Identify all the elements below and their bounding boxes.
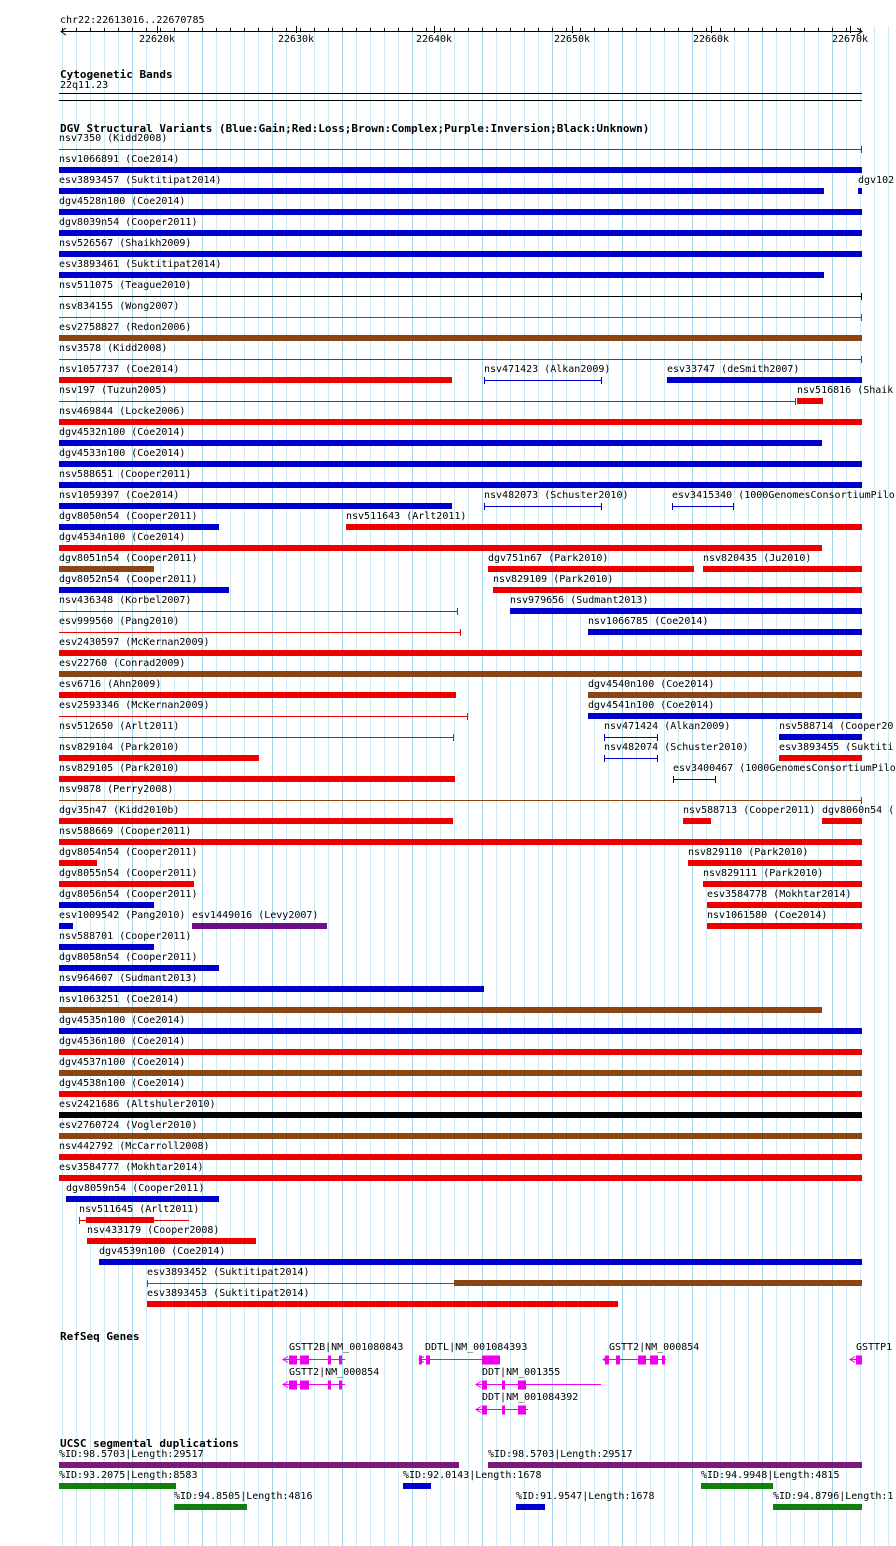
dgv-variant-label[interactable]: esv6716 (Ahn2009) <box>59 679 162 690</box>
dgv-variant-label[interactable]: nsv433179 (Cooper2008) <box>87 1225 220 1236</box>
segdup-bar <box>403 1483 431 1489</box>
dgv-variant-label[interactable]: dgv4534n100 (Coe2014) <box>59 532 186 543</box>
dgv-variant-bar <box>147 1301 618 1307</box>
refseq-exon <box>300 1381 309 1390</box>
dgv-variant-label[interactable]: dgv4535n100 (Coe2014) <box>59 1015 186 1026</box>
dgv-variant-label[interactable]: nsv436348 (Korbel2007) <box>59 595 192 606</box>
dgv-variant-bar <box>59 1007 822 1013</box>
dgv-variant-label[interactable]: esv2421686 (Altshuler2010) <box>59 1099 216 1110</box>
dgv-variant-label[interactable]: esv2758827 (Redon2006) <box>59 322 192 333</box>
refseq-exon <box>616 1356 620 1365</box>
dgv-variant-label[interactable]: nsv829111 (Park2010) <box>703 868 824 879</box>
dgv-variant-label[interactable]: dgv4540n100 (Coe2014) <box>588 679 715 690</box>
dgv-variant-bar <box>59 1133 862 1139</box>
segdup-bar <box>488 1462 862 1468</box>
dgv-variant-bar <box>59 923 73 929</box>
dgv-variant-bar <box>588 629 862 635</box>
dgv-variant-bar <box>86 1217 154 1223</box>
segdup-bar <box>773 1504 862 1510</box>
dgv-variant-bar <box>59 1070 862 1076</box>
dgv-variant-bar <box>59 566 154 572</box>
refseq-exon <box>662 1356 665 1365</box>
dgv-variant-bar <box>779 734 862 740</box>
refseq-exon <box>650 1356 658 1365</box>
segdup-label[interactable]: %ID:94.8796|Length:1 <box>773 1491 894 1502</box>
dgv-variant-label[interactable]: nsv511643 (Arlt2011) <box>346 511 467 522</box>
segdup-label[interactable]: %ID:98.5703|Length:29517 <box>59 1449 204 1460</box>
dgv-variant-label[interactable]: nsv3578 (Kidd2008) <box>59 343 168 354</box>
dgv-variant-bar <box>488 566 694 572</box>
dgv-variant-label[interactable]: dgv8055n54 (Cooper2011) <box>59 868 198 879</box>
dgv-variant-label[interactable]: esv3893457 (Suktitipat2014) <box>59 175 222 186</box>
refseq-exon <box>482 1406 487 1415</box>
dgv-variant-bar <box>59 587 229 593</box>
dgv-variant-label[interactable]: nsv964607 (Sudmant2013) <box>59 973 198 984</box>
dgv-variant-label[interactable]: esv2593346 (McKernan2009) <box>59 700 210 711</box>
dgv-variant-bar <box>59 1175 862 1181</box>
dgv-variant-label[interactable]: nsv442792 (McCarroll2008) <box>59 1141 210 1152</box>
refseq-exon <box>638 1356 646 1365</box>
dgv-variant-label[interactable]: dgv8051n54 (Cooper2011) <box>59 553 198 564</box>
dgv-variant-bar <box>858 188 862 194</box>
cytoband-label: 22q11.23 <box>60 80 109 91</box>
dgv-variant-label[interactable]: nsv511075 (Teague2010) <box>59 280 192 291</box>
dgv-variant-label[interactable]: dgv8060n54 ( <box>822 805 895 816</box>
refseq-exon <box>300 1356 309 1365</box>
dgv-variant-label[interactable]: nsv1063251 (Coe2014) <box>59 994 180 1005</box>
dgv-variant-label[interactable]: nsv471423 (Alkan2009) <box>484 364 611 375</box>
refseq-gene-label[interactable]: GSTT2B|NM_001080843 <box>289 1342 404 1353</box>
segdup-bar <box>516 1504 545 1510</box>
refseq-exon <box>328 1356 331 1365</box>
dgv-variant-bar <box>59 209 862 215</box>
dgv-variant-bar <box>703 881 862 887</box>
dgv-variant-label[interactable]: esv33747 (deSmith2007) <box>667 364 800 375</box>
dgv-variant-label[interactable]: dgv8059n54 (Cooper2011) <box>66 1183 205 1194</box>
ruler-tick-label: 22670k <box>831 34 869 45</box>
dgv-variant-label[interactable]: nsv588713 (Cooper2011) <box>683 805 816 816</box>
dgv-variant-bar <box>59 965 219 971</box>
dgv-variant-label[interactable]: dgv35n47 (Kidd2010b) <box>59 805 180 816</box>
dgv-variant-bar <box>99 1259 862 1265</box>
segdup-label[interactable]: %ID:91.9547|Length:1678 <box>516 1491 655 1502</box>
dgv-variant-bar <box>192 923 327 929</box>
refseq-exon <box>339 1381 342 1390</box>
dgv-variant-label[interactable]: dgv8054n54 (Cooper2011) <box>59 847 198 858</box>
dgv-variant-label[interactable]: nsv834155 (Wong2007) <box>59 301 180 312</box>
dgv-variant-bar <box>703 566 862 572</box>
dgv-variant-bar <box>59 503 452 509</box>
dgv-variant-bar <box>59 167 862 173</box>
dgv-variant-label[interactable]: nsv1057737 (Coe2014) <box>59 364 180 375</box>
region-label: chr22:22613016..22670785 <box>60 15 205 26</box>
dgv-variant-label[interactable]: nsv588714 (Cooper20 <box>779 721 894 732</box>
dgv-variant-label[interactable]: nsv471424 (Alkan2009) <box>604 721 731 732</box>
dgv-variant-bar <box>59 335 862 341</box>
dgv-variant-label[interactable]: nsv1066785 (Coe2014) <box>588 616 709 627</box>
dgv-variant-label[interactable]: nsv1066891 (Coe2014) <box>59 154 180 165</box>
refseq-exon <box>419 1356 422 1365</box>
segdup-bar <box>701 1483 773 1489</box>
dgv-variant-bar <box>588 692 862 698</box>
dgv-variant-bar <box>707 902 862 908</box>
ruler-tick-label: 22620k <box>138 34 176 45</box>
segdup-label[interactable]: %ID:93.2075|Length:8583 <box>59 1470 198 1481</box>
refseq-exon <box>502 1381 505 1390</box>
ruler-tick-label: 22660k <box>692 34 730 45</box>
dgv-variant-label[interactable]: dgv102 <box>858 175 895 186</box>
dgv-variant-label[interactable]: esv3400467 (1000GenomesConsortiumPilo <box>673 763 896 774</box>
dgv-variant-bar <box>59 377 452 383</box>
dgv-variant-bar <box>588 713 862 719</box>
dgv-variant-bar <box>59 1028 862 1034</box>
dgv-variant-label[interactable]: dgv8050n54 (Cooper2011) <box>59 511 198 522</box>
segdup-label[interactable]: %ID:92.0143|Length:1678 <box>403 1470 542 1481</box>
refseq-gene-label[interactable]: GSTTP1 <box>856 1342 893 1353</box>
refseq-exon <box>328 1381 331 1390</box>
refseq-gene-label[interactable]: GSTT2|NM_000854 <box>609 1342 700 1353</box>
dgv-variant-label[interactable]: nsv512650 (Arlt2011) <box>59 721 180 732</box>
dgv-variant-bar <box>346 524 862 530</box>
dgv-variant-label[interactable]: dgv4538n100 (Coe2014) <box>59 1078 186 1089</box>
dgv-variant-bar <box>59 755 259 761</box>
dgv-variant-bar <box>59 482 862 488</box>
refseq-exon <box>482 1356 500 1365</box>
refseq-exon <box>856 1356 862 1365</box>
segdup-label[interactable]: %ID:94.8505|Length:4816 <box>174 1491 313 1502</box>
dgv-variant-bar <box>797 398 823 404</box>
dgv-variant-label[interactable]: nsv9878 (Perry2008) <box>59 784 174 795</box>
dgv-variant-bar <box>59 461 862 467</box>
dgv-variant-label[interactable]: esv999560 (Pang2010) <box>59 616 180 627</box>
refseq-gene-label[interactable]: GSTT2|NM_000854 <box>289 1367 380 1378</box>
dgv-variant-label[interactable]: dgv8039n54 (Cooper2011) <box>59 217 198 228</box>
dgv-variant-label[interactable]: nsv1061580 (Coe2014) <box>707 910 828 921</box>
dgv-variant-bar <box>59 650 862 656</box>
dgv-variant-label[interactable]: nsv7350 (Kidd2008) <box>59 133 168 144</box>
dgv-variant-label[interactable]: dgv8052n54 (Cooper2011) <box>59 574 198 585</box>
dgv-variant-bar <box>59 776 455 782</box>
dgv-variant-bar <box>59 692 456 698</box>
dgv-variant-label[interactable]: nsv469844 (Locke2006) <box>59 406 186 417</box>
segdup-bar <box>59 1483 176 1489</box>
dgv-variant-bar <box>59 188 824 194</box>
ruler-tick-label: 22640k <box>415 34 453 45</box>
dgv-variant-label[interactable]: esv22760 (Conrad2009) <box>59 658 186 669</box>
dgv-variant-bar <box>59 860 97 866</box>
dgv-variant-label[interactable]: nsv588669 (Cooper2011) <box>59 826 192 837</box>
dgv-variant-bar <box>59 881 194 887</box>
dgv-variant-bar <box>87 1238 256 1244</box>
refseq-exon <box>502 1406 505 1415</box>
refseq-exon <box>605 1356 609 1365</box>
refseq-exon <box>482 1381 487 1390</box>
dgv-variant-label[interactable]: esv3893455 (Suktiti <box>779 742 894 753</box>
dgv-variant-bar <box>707 923 862 929</box>
dgv-variant-label[interactable]: nsv588651 (Cooper2011) <box>59 469 192 480</box>
dgv-variant-label[interactable]: dgv4533n100 (Coe2014) <box>59 448 186 459</box>
ruler-tick-label: 22630k <box>277 34 315 45</box>
dgv-variant-bar <box>59 1049 862 1055</box>
dgv-variant-bar <box>667 377 862 383</box>
dgv-variant-bar <box>688 860 862 866</box>
dgv-variant-label[interactable]: nsv516816 (Shaik <box>797 385 894 396</box>
segdup-bar <box>59 1462 459 1468</box>
dgv-variant-label[interactable]: esv3415340 (1000GenomesConsortiumPilo <box>672 490 895 501</box>
dgv-variant-label[interactable]: dgv751n67 (Park2010) <box>488 553 609 564</box>
dgv-variant-label[interactable]: esv1009542 (Pang2010) <box>59 910 186 921</box>
refseq-gene-label[interactable]: DDT|NM_001355 <box>482 1367 561 1378</box>
dgv-variant-label[interactable]: nsv829110 (Park2010) <box>688 847 809 858</box>
dgv-variant-label[interactable]: nsv526567 (Shaikh2009) <box>59 238 192 249</box>
dgv-variant-bar <box>59 230 862 236</box>
dgv-variant-bar <box>59 272 824 278</box>
dgv-variant-label[interactable]: dgv4537n100 (Coe2014) <box>59 1057 186 1068</box>
dgv-variant-bar <box>510 608 862 614</box>
dgv-variant-label[interactable]: esv3893461 (Suktitipat2014) <box>59 259 222 270</box>
dgv-variant-label[interactable]: esv3893452 (Suktitipat2014) <box>147 1267 310 1278</box>
dgv-variant-label[interactable]: dgv4532n100 (Coe2014) <box>59 427 186 438</box>
dgv-variant-bar <box>59 524 219 530</box>
dgv-variant-bar <box>66 1196 219 1202</box>
refseq-exon <box>289 1356 297 1365</box>
dgv-variant-label[interactable]: dgv4528n100 (Coe2014) <box>59 196 186 207</box>
dgv-variant-bar <box>59 944 154 950</box>
dgv-variant-bar <box>59 251 862 257</box>
dgv-variant-bar <box>59 545 822 551</box>
ruler-tick-label: 22650k <box>553 34 591 45</box>
dgv-variant-label[interactable]: esv2430597 (McKernan2009) <box>59 637 210 648</box>
segdup-bar <box>174 1504 247 1510</box>
segdup-track-title[interactable]: UCSC segmental duplications <box>60 1437 239 1450</box>
refseq-gene-label[interactable]: DDTL|NM_001084393 <box>425 1342 528 1353</box>
dgv-variant-label[interactable]: nsv482073 (Schuster2010) <box>484 490 629 501</box>
dgv-variant-label[interactable]: dgv8058n54 (Cooper2011) <box>59 952 198 963</box>
dgv-variant-label[interactable]: esv3893453 (Suktitipat2014) <box>147 1288 310 1299</box>
refseq-exon <box>518 1381 526 1390</box>
dgv-variant-bar <box>59 986 484 992</box>
dgv-variant-bar <box>59 839 862 845</box>
refseq-exon <box>518 1406 526 1415</box>
dgv-variant-label[interactable]: nsv829109 (Park2010) <box>493 574 614 585</box>
refseq-exon <box>339 1356 342 1365</box>
dgv-variant-label[interactable]: nsv197 (Tuzun2005) <box>59 385 168 396</box>
dgv-variant-bar <box>59 419 862 425</box>
refseq-exon <box>289 1381 297 1390</box>
dgv-variant-label[interactable]: dgv4536n100 (Coe2014) <box>59 1036 186 1047</box>
dgv-track-title[interactable]: DGV Structural Variants (Blue:Gain;Red:Loss;Brown:Complex;Purple:Inversion;Black:Unknown) <box>60 122 650 135</box>
dgv-variant-label[interactable]: nsv829105 (Park2010) <box>59 763 180 774</box>
dgv-variant-label[interactable]: esv2760724 (Vogler2010) <box>59 1120 198 1131</box>
dgv-variant-label[interactable]: nsv511645 (Arlt2011) <box>79 1204 200 1215</box>
dgv-variant-bar <box>59 1112 862 1118</box>
dgv-variant-bar <box>59 1091 862 1097</box>
dgv-variant-bar <box>493 587 862 593</box>
dgv-variant-bar <box>59 818 453 824</box>
dgv-variant-bar <box>779 755 862 761</box>
dgv-variant-label[interactable]: dgv4541n100 (Coe2014) <box>588 700 715 711</box>
dgv-variant-label[interactable]: nsv829104 (Park2010) <box>59 742 180 753</box>
dgv-variant-label[interactable]: nsv979656 (Sudmant2013) <box>510 595 649 606</box>
dgv-variant-bar <box>683 818 711 824</box>
cytoband-track-title[interactable]: Cytogenetic Bands <box>60 68 173 81</box>
refseq-gene-label[interactable]: DDT|NM_001084392 <box>482 1392 579 1403</box>
dgv-variant-label[interactable]: dgv4539n100 (Coe2014) <box>99 1246 226 1257</box>
dgv-variant-label[interactable]: esv3584778 (Mokhtar2014) <box>707 889 852 900</box>
dgv-variant-bar <box>454 1280 862 1286</box>
dgv-variant-label[interactable]: esv1449016 (Levy2007) <box>192 910 319 921</box>
dgv-variant-bar <box>59 440 822 446</box>
dgv-variant-label[interactable]: nsv482074 (Schuster2010) <box>604 742 749 753</box>
segdup-label[interactable]: %ID:98.5703|Length:29517 <box>488 1449 633 1460</box>
dgv-variant-bar <box>59 1154 862 1160</box>
dgv-variant-label[interactable]: esv3584777 (Mokhtar2014) <box>59 1162 204 1173</box>
refseq-track-title[interactable]: RefSeq Genes <box>60 1330 140 1343</box>
dgv-variant-label[interactable]: nsv1059397 (Coe2014) <box>59 490 180 501</box>
dgv-variant-label[interactable]: dgv8056n54 (Cooper2011) <box>59 889 198 900</box>
dgv-variant-bar <box>59 671 862 677</box>
dgv-variant-bar <box>59 902 154 908</box>
dgv-variant-label[interactable]: nsv588701 (Cooper2011) <box>59 931 192 942</box>
dgv-variant-bar <box>822 818 862 824</box>
segdup-label[interactable]: %ID:94.9948|Length:4815 <box>701 1470 840 1481</box>
dgv-variant-label[interactable]: nsv820435 (Ju2010) <box>703 553 812 564</box>
refseq-exon <box>426 1356 430 1365</box>
